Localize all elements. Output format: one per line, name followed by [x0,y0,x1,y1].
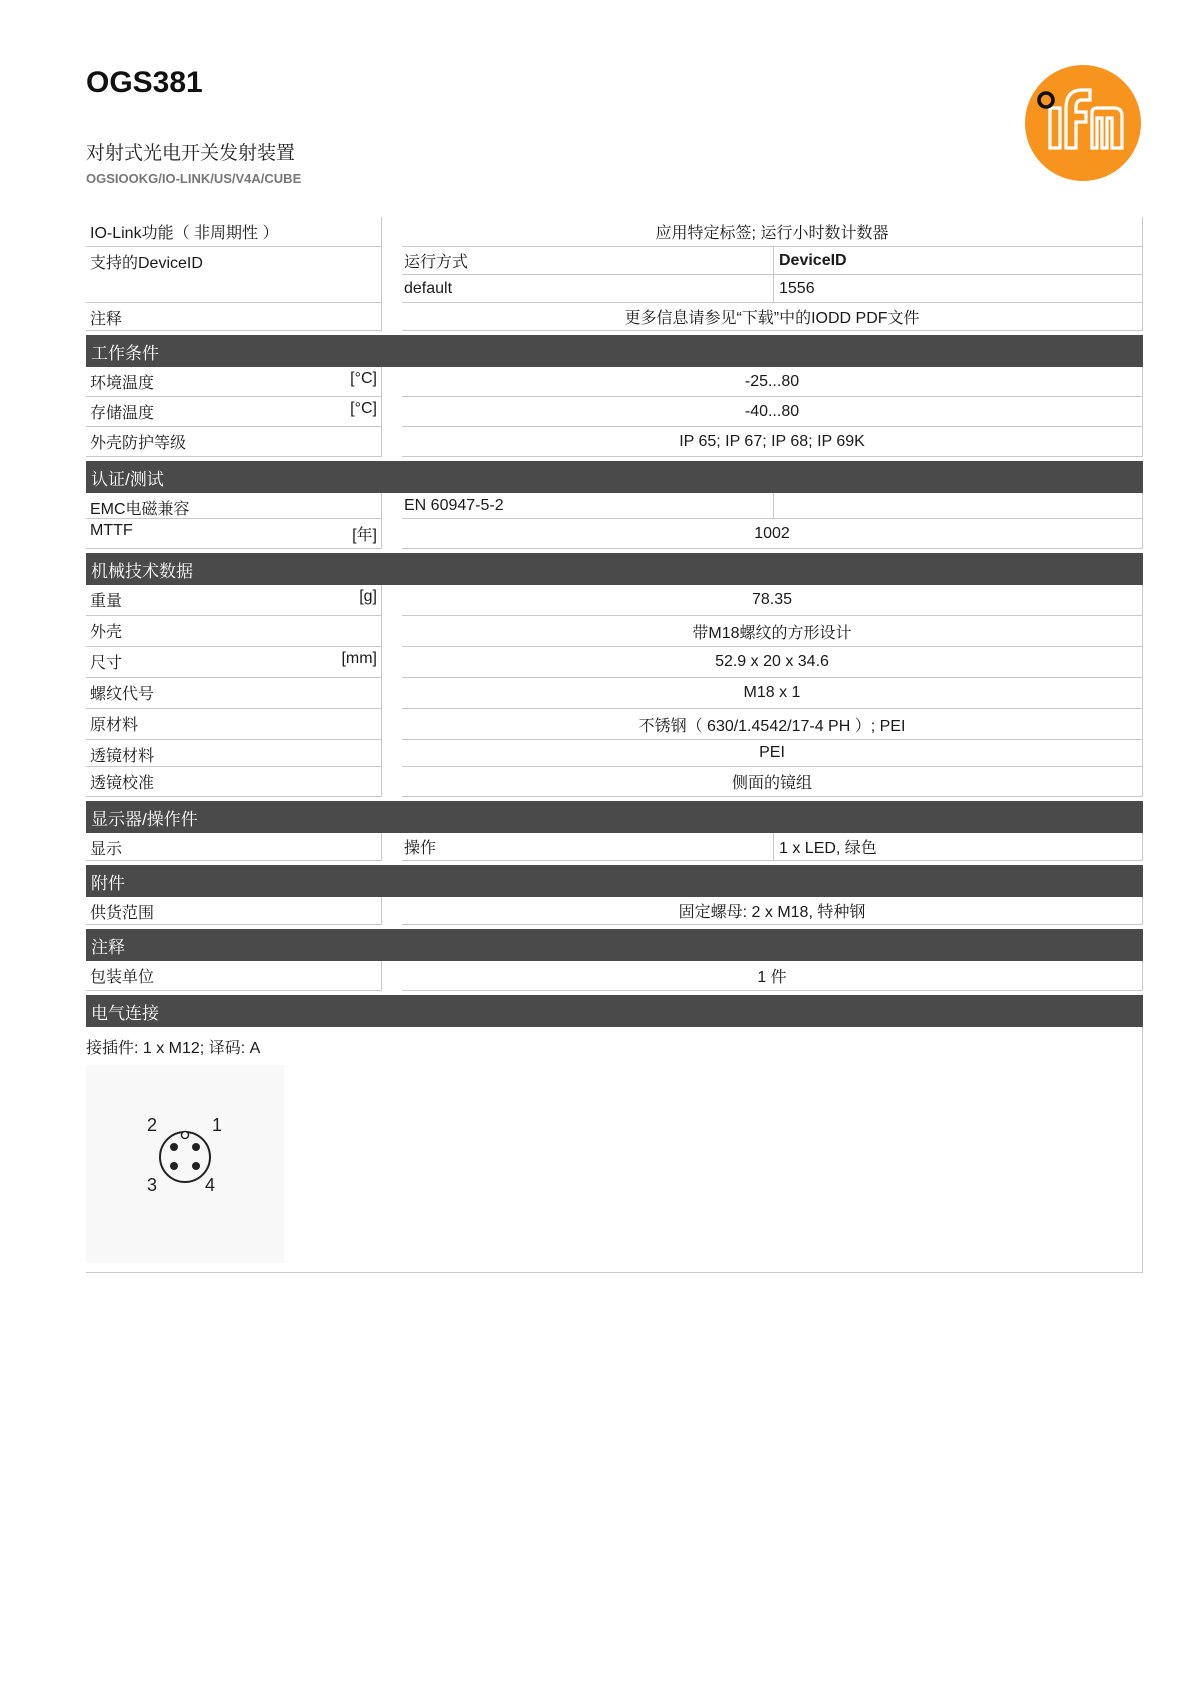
datasheet-table [86,217,1143,1273]
iolink-note-value: 更多信息请参见“下载”中的IODD PDF文件 [402,303,1143,331]
emc-label: EMC电磁兼容 [86,493,382,519]
storage-temp-value: -40...80 [402,397,1143,427]
device-id-header-id: DeviceID [774,247,1143,275]
connector-description: 接插件: 1 x M12; 译码: A [86,1040,261,1057]
display-label: 显示 [86,833,382,861]
m12-connector-icon [86,1065,284,1263]
m12-pinout-diagram [86,1065,284,1263]
protection-value: IP 65; IP 67; IP 68; IP 69K [402,427,1143,457]
lens-alignment-value: 侧面的镜组 [402,767,1143,797]
dimensions-label: 尺寸 [mm] [86,647,382,678]
lens-material-value: PEI [402,740,1143,767]
emc-value: EN 60947-5-2 [402,493,774,519]
ambient-temp-value: -25...80 [402,367,1143,397]
electrical-connection-panel [86,1027,1143,1273]
section-electrical: 电气连接 [86,995,1143,1027]
operation-label: 操作 [402,833,774,861]
section-display: 显示器/操作件 [86,801,1143,833]
lens-alignment-label: 透镜校准 [86,767,382,797]
iolink-function-value: 应用特定标签; 运行小时数计数器 [402,217,1143,247]
scope-of-supply-label: 供货范围 [86,897,382,925]
material-label: 原材料 [86,709,382,740]
pin-label-1: 1 [212,1115,223,1135]
thread-label: 螺纹代号 [86,678,382,709]
mttf-unit: [年] [352,527,377,544]
product-code: OGSIOOKG/IO-LINK/US/V4A/CUBE [86,171,302,186]
emc-empty [774,493,1143,519]
pin-label-4: 4 [205,1175,216,1195]
section-approvals: 认证/测试 [86,461,1143,493]
packaging-label: 包装单位 [86,961,382,991]
weight-label: 重量 [g] [86,585,382,616]
operation-value: 1 x LED, 绿色 [774,833,1143,861]
section-mechanical: 机械技术数据 [86,553,1143,585]
weight-unit: [g] [359,588,377,605]
ifm-logo-icon [1024,64,1142,182]
dimensions-unit: [mm] [341,650,377,667]
mttf-value: 1002 [402,519,1143,549]
product-title: OGS381 [86,66,203,99]
housing-value: 带M18螺纹的方形设计 [402,616,1143,647]
iolink-function-label: IO-Link功能（ 非周期性 ） [86,217,382,247]
device-id-label: 支持的DeviceID [86,247,382,303]
lens-material-label: 透镜材料 [86,740,382,767]
weight-value: 78.35 [402,585,1143,616]
scope-of-supply-value: 固定螺母: 2 x M18, 特种钢 [402,897,1143,925]
ambient-temp-label: 环境温度 [°C] [86,367,382,397]
device-id-header-mode: 运行方式 [402,247,774,275]
pin-label-3: 3 [147,1175,158,1195]
material-value: 不锈钢（ 630/1.4542/17-4 PH ）; PEI [402,709,1143,740]
thread-value: M18 x 1 [402,678,1143,709]
section-remarks: 注释 [86,929,1143,961]
protection-label: 外壳防护等级 [86,427,382,457]
iolink-note-label: 注释 [86,303,382,331]
storage-temp-unit: [°C] [350,400,377,417]
packaging-value: 1 件 [402,961,1143,991]
section-operating: 工作条件 [86,335,1143,367]
storage-temp-label: 存储温度 [°C] [86,397,382,427]
pin-label-2: 2 [147,1115,158,1135]
dimensions-value: 52.9 x 20 x 34.6 [402,647,1143,678]
device-id-row-id: 1556 [774,275,1143,303]
section-accessories: 附件 [86,865,1143,897]
device-id-row-mode: default [402,275,774,303]
product-subtitle: 对射式光电开关发射装置 [86,143,296,164]
housing-label: 外壳 [86,616,382,647]
mttf-label: MTTF [年] [86,519,382,549]
ambient-temp-unit: [°C] [350,370,377,387]
